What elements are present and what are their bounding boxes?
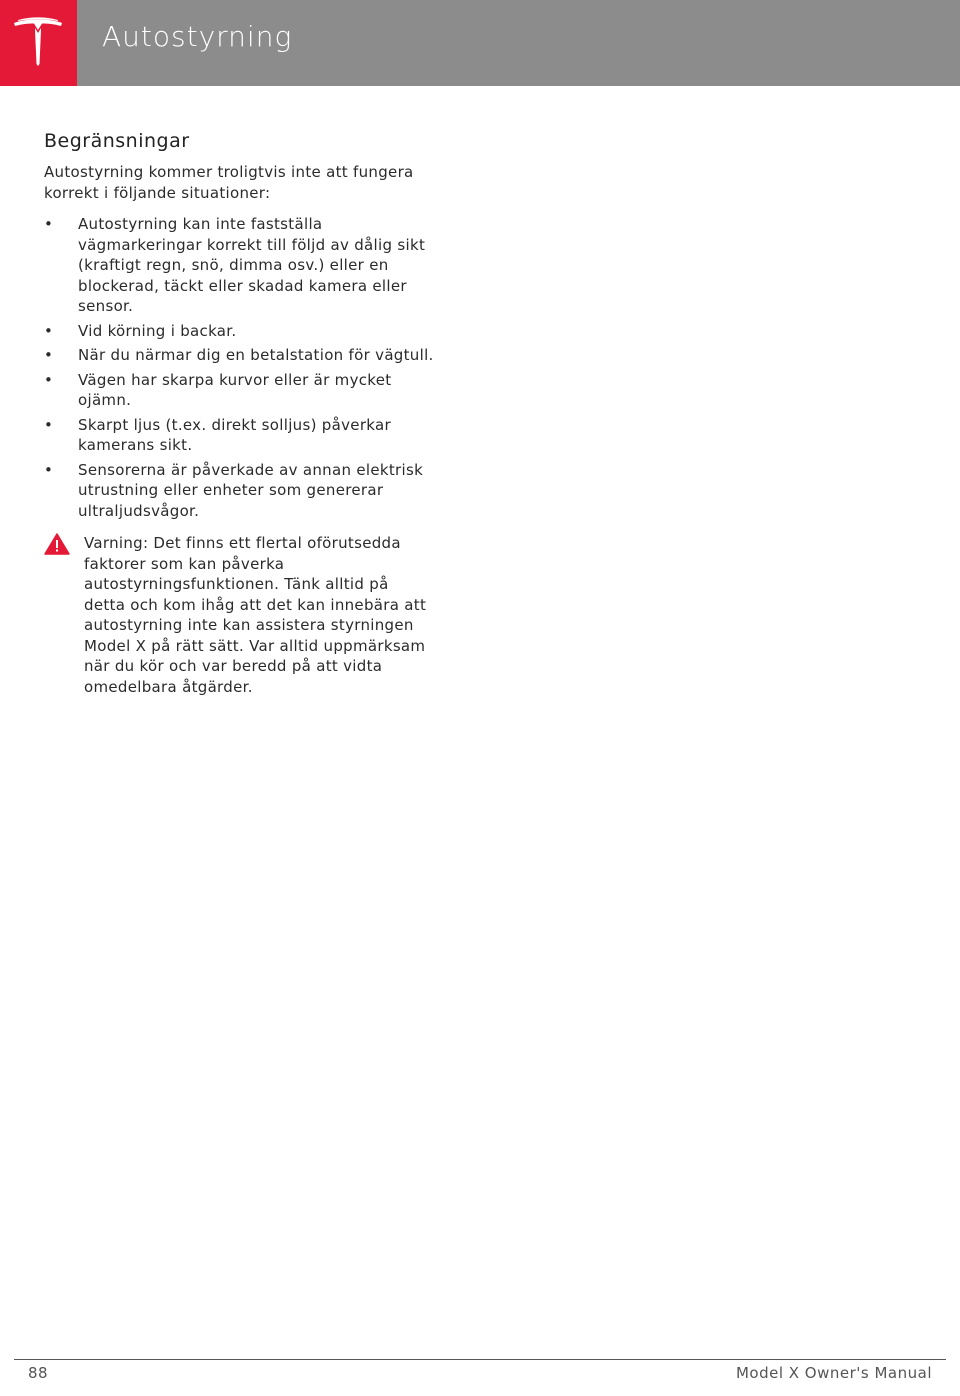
list-item-text: Skarpt ljus (t.ex. direkt solljus) påverkar kamerans sikt. — [78, 415, 391, 454]
list-item-text: Sensorerna är påverkade av annan elektrisk utrustning eller enheter som genererar ultraljudsvågor. — [78, 460, 424, 520]
list-item — [44, 460, 434, 522]
warning-triangle-icon — [44, 533, 70, 555]
manual-title: Model X Owner's Manual — [735, 1364, 932, 1382]
list-item — [44, 345, 434, 366]
list-item-text: När du närmar dig en betalstation för vägtull. — [78, 346, 434, 364]
tesla-logo-icon — [12, 16, 64, 68]
warning-block — [44, 533, 434, 697]
list-item — [44, 415, 434, 456]
bullet-icon: • — [44, 346, 54, 364]
warning-text: Varning: Det finns ett flertal oförutsedda faktorer som kan påverka autostyrningsfunktionen. Tänk alltid på detta och kom ihåg att det kan innebära att autostyrning inte kan assistera styrningen Model X på rätt sätt. Var alltid uppmärksam när du kör och var beredd på att vidta omedelbara åtgärder. — [84, 534, 427, 696]
logo-box — [0, 0, 77, 86]
list-item — [44, 214, 434, 317]
page-header — [0, 0, 960, 86]
main-content — [44, 130, 434, 697]
bullet-icon: • — [44, 215, 54, 233]
list-item-text: Vägen har skarpa kurvor eller är mycket ojämn. — [78, 370, 392, 409]
bullet-icon: • — [44, 415, 54, 434]
limitations-list — [44, 214, 434, 521]
bullet-icon: • — [44, 460, 54, 479]
page-number: 88 — [28, 1364, 49, 1382]
footer-divider — [14, 1359, 946, 1360]
bullet-icon: • — [44, 321, 54, 340]
list-item — [44, 370, 434, 411]
list-item — [44, 321, 434, 342]
page-title: Autostyrning — [102, 20, 293, 53]
intro-paragraph: Autostyrning kommer troligtvis inte att fungera korrekt i följande situationer: — [44, 163, 414, 202]
section-heading: Begränsningar — [44, 130, 190, 152]
list-item-text: Vid körning i backar. — [78, 321, 237, 340]
list-item-text: Autostyrning kan inte fastställa vägmarkeringar korrekt till följd av dålig sikt (kraftigt regn, snö, dimma osv.) eller en blockerad, täckt eller skadad kamera eller sensor. — [78, 215, 426, 315]
bullet-icon: • — [44, 370, 54, 389]
